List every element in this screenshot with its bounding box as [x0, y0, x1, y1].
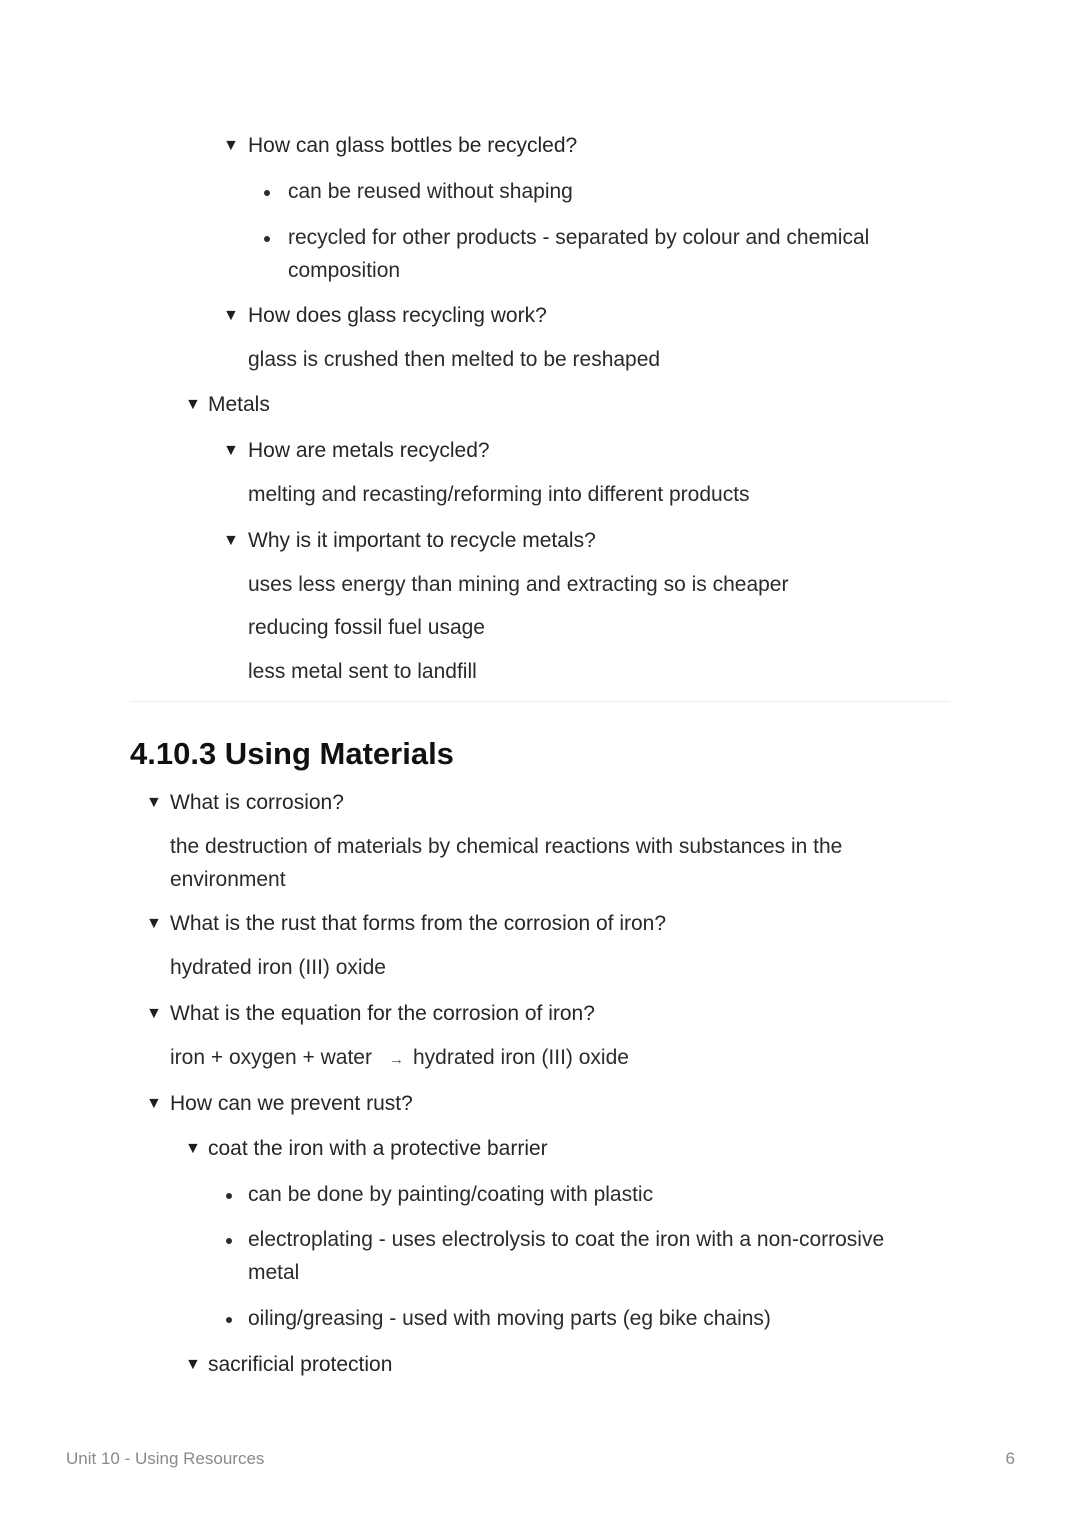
answer-rust: hydrated iron (III) oxide	[170, 956, 386, 979]
bullet-text-electroplating-line1: electroplating - uses electrolysis to coat the iron with a non-corrosive	[248, 1228, 885, 1251]
question-metals-how: How are metals recycled?	[248, 439, 490, 462]
equation-product: hydrated iron (III) oxide	[413, 1046, 629, 1069]
question-corrosion: What is corrosion?	[170, 791, 344, 814]
bullet-text-electroplating-line2: metal	[248, 1261, 300, 1284]
toggle-caret-down-icon[interactable]: ▼	[223, 307, 239, 324]
bullet-icon	[226, 1193, 232, 1199]
arrow-right-icon: →	[389, 1051, 404, 1068]
toggle-sacrificial-protection: sacrificial protection	[208, 1353, 393, 1376]
toggle-coat-barrier: coat the iron with a protective barrier	[208, 1137, 548, 1160]
answer-glass-work: glass is crushed then melted to be reshaped	[248, 348, 661, 371]
question-equation: What is the equation for the corrosion of iron?	[170, 1002, 595, 1025]
answer-metals-how: melting and recasting/reforming into different products	[248, 483, 750, 506]
bullet-text-recycle-line1: recycled for other products - separated by colour and chemical	[288, 226, 870, 249]
question-glass-recycle: How can glass bottles be recycled?	[248, 134, 578, 157]
answer-corrosion-line1: the destruction of materials by chemical reactions with substances in the	[170, 835, 843, 858]
toggle-caret-down-icon[interactable]: ▼	[223, 442, 239, 459]
bullet-icon	[264, 236, 270, 242]
question-prevent-rust: How can we prevent rust?	[170, 1092, 413, 1115]
toggle-caret-down-icon[interactable]: ▼	[185, 1356, 201, 1373]
bullet-icon	[264, 190, 270, 196]
question-rust: What is the rust that forms from the corrosion of iron?	[170, 912, 667, 935]
toggle-caret-down-icon[interactable]: ▼	[146, 794, 162, 811]
toggle-caret-down-icon[interactable]: ▼	[223, 137, 239, 154]
question-glass-work: How does glass recycling work?	[248, 304, 547, 327]
toggle-caret-down-icon[interactable]: ▼	[146, 1005, 162, 1022]
section-heading: 4.10.3 Using Materials	[130, 736, 454, 771]
question-metals-why: Why is it important to recycle metals?	[248, 529, 596, 552]
bullet-text-oiling: oiling/greasing - used with moving parts (eg bike chains)	[248, 1307, 771, 1330]
toggle-caret-down-icon[interactable]: ▼	[146, 1095, 162, 1112]
answer-metals-why-1: uses less energy than mining and extracting so is cheaper	[248, 573, 789, 596]
answer-metals-why-2: reducing fossil fuel usage	[248, 616, 485, 639]
bullet-icon	[226, 1317, 232, 1323]
answer-metals-why-3: less metal sent to landfill	[248, 660, 477, 683]
footer-title: Unit 10 - Using Resources	[66, 1449, 265, 1468]
toggle-caret-down-icon[interactable]: ▼	[185, 1140, 201, 1157]
bullet-text-recycle-line2: composition	[288, 259, 401, 282]
equation-reactants: iron + oxygen + water	[170, 1046, 372, 1069]
section-divider	[130, 701, 950, 702]
bullet-text-painting: can be done by painting/coating with plastic	[248, 1183, 654, 1206]
answer-corrosion-line2: environment	[170, 868, 286, 891]
topic-metals: Metals	[208, 393, 270, 416]
toggle-caret-down-icon[interactable]: ▼	[185, 396, 201, 413]
bullet-icon	[226, 1238, 232, 1244]
page-number: 6	[1005, 1449, 1015, 1468]
toggle-caret-down-icon[interactable]: ▼	[223, 532, 239, 549]
bullet-text-reuse: can be reused without shaping	[288, 180, 573, 203]
toggle-caret-down-icon[interactable]: ▼	[146, 915, 162, 932]
